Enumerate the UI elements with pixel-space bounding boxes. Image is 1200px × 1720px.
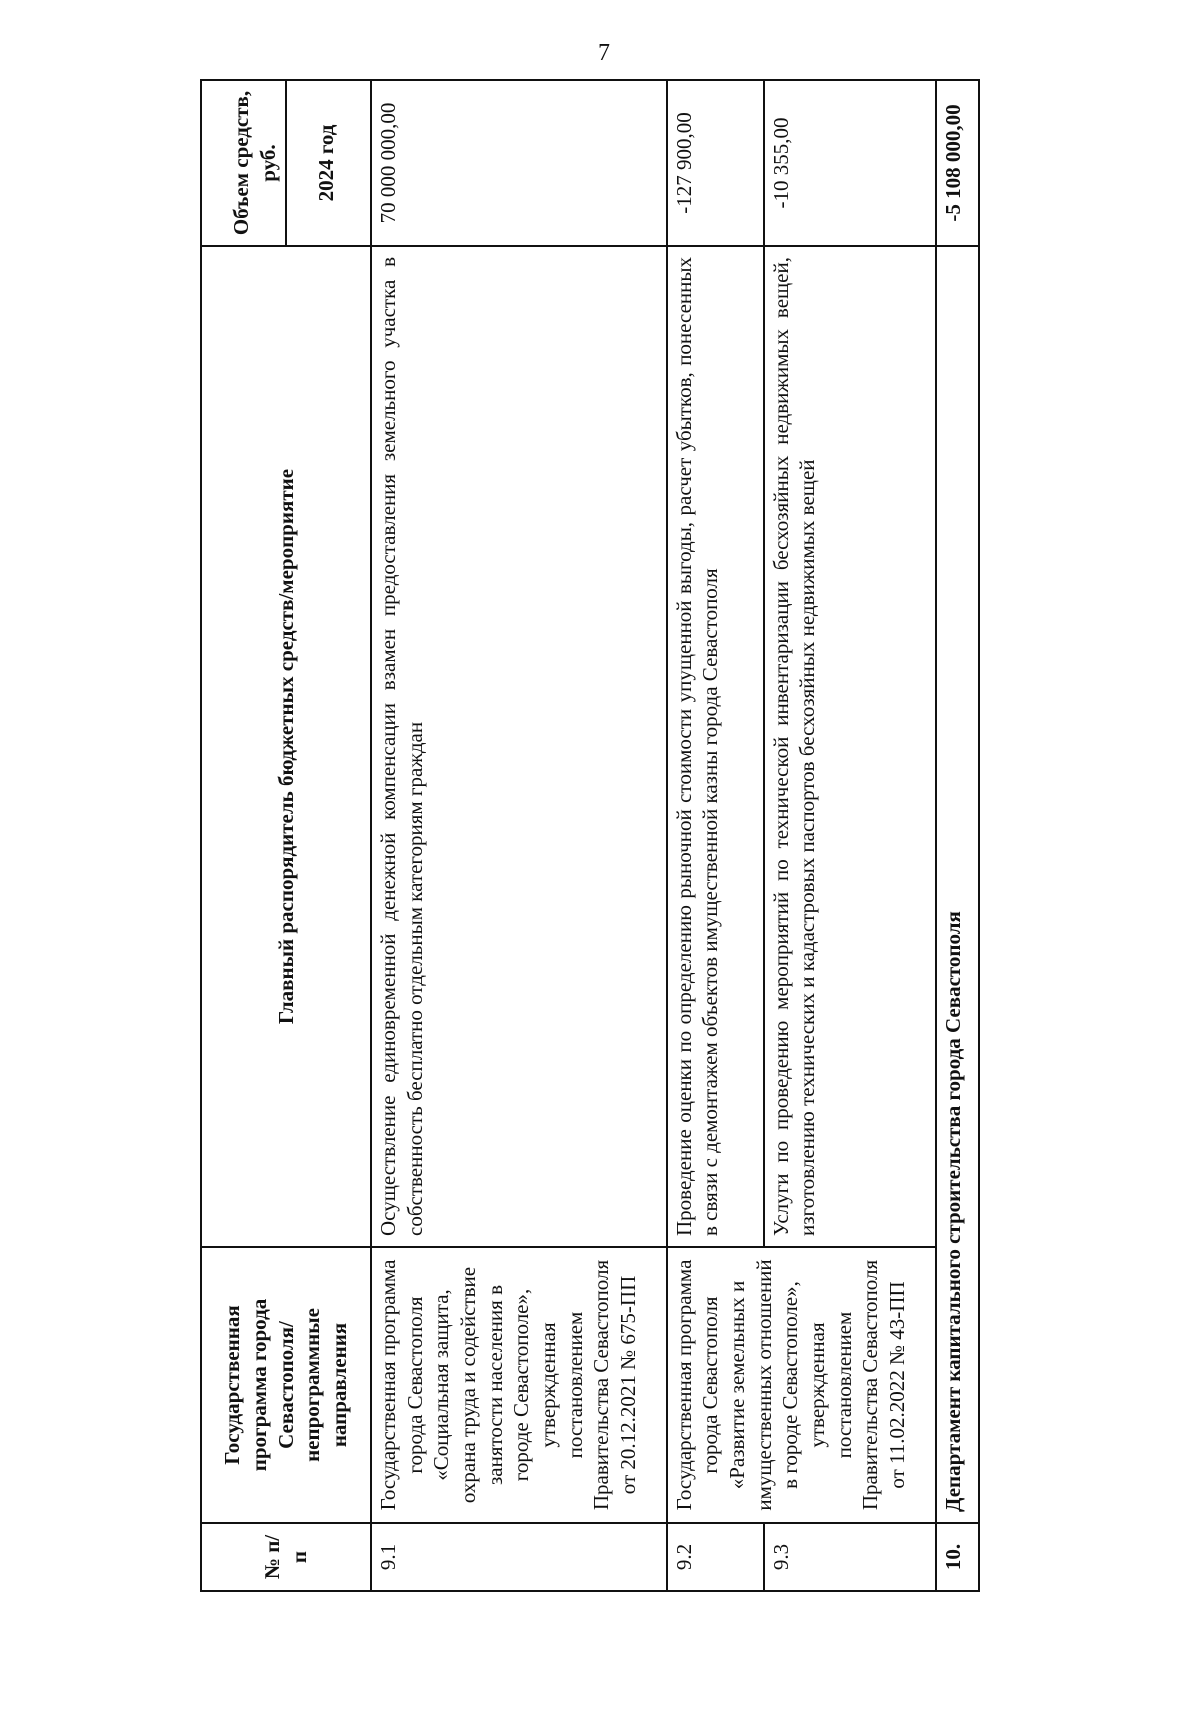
amount-cell: -10 355,00 [764,80,936,246]
activity-cell: Услуги по проведению мероприятий по технической инвентаризации бесхозяйных недвижимых вещей, изготовлению технических и кадастровых паспортов бесхозяйных недвижимых вещей [764,246,936,1247]
header-year: 2024 год [314,124,339,202]
amount-cell: 70 000 000,00 [371,80,667,246]
header-volume [201,80,371,246]
header-activity: Главный распорядитель бюджетных средств/мероприятие [201,246,371,1247]
activity-cell: Осуществление единовременной денежной компенсации взамен предоставления земельного участка в собственность бесплатно отдельным категориям граждан [371,246,667,1247]
total-amount: -5 108 000,00 [936,80,979,246]
program-cell: Государственная программа города Севастополя «Развитие земельных и имущественных отношений в городе Севастополе», утвержденная постановлением Правительства Севастополя от 11.02.2022 № 43-ПП [667,1247,936,1523]
header-row [201,80,371,1591]
amount-cell: -127 900,00 [667,80,764,246]
rotated-table-container [200,79,980,1592]
total-row-number: 10. [936,1523,979,1591]
row-number: 9.2 [667,1523,764,1591]
budget-table [200,79,980,1592]
row-number: 9.1 [371,1523,667,1591]
header-program: Государственная программа города Севастополя/ непрограммные направления [201,1247,371,1523]
table-row [371,80,667,1591]
table-row [667,80,764,1591]
program-cell: Государственная программа города Севастополя «Социальная защита, охрана труда и содействие занятости населения в городе Севастополе», утвержденная постановлением Правительства Севастополя от 20.12.2021 № 675-ПП [371,1247,667,1523]
department-name: Департамент капитального строительства города Севастополя [936,246,979,1523]
header-num: № п/п [201,1523,371,1591]
header-volume-label: Объем средств, руб. [224,81,287,245]
row-number: 9.3 [764,1523,936,1591]
total-row [936,80,979,1591]
page-number: 7 [598,40,610,66]
activity-cell: Проведение оценки по определению рыночной стоимости упущенной выгоды, расчет убытков, понесенных в связи с демонтажем объектов имущественной казны города Севастополя [667,246,764,1247]
